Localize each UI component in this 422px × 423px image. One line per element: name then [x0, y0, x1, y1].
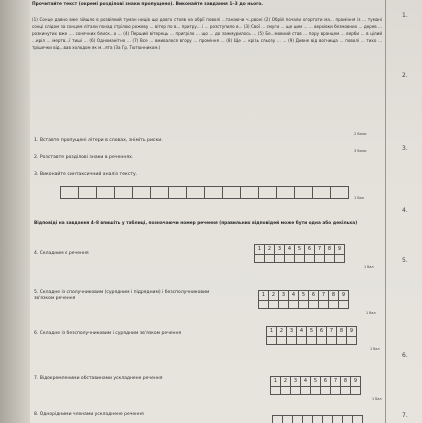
number-cell: 7: [319, 290, 329, 301]
points-7: 1 бал: [372, 397, 382, 401]
margin-number: 4.: [402, 207, 408, 214]
text-header: Прочитайте текст (окремі розділові знаки пропущено). Виконайте завдання 1–3 до нього.: [32, 2, 264, 7]
task-instructions: Відповіді на завдання 4–8 впишіть у таблиці, позначаючи номер речення (правильних відповідей може бути одна або декілька): [34, 221, 358, 226]
answer-row-6[interactable]: [266, 337, 357, 345]
number-cell: 1: [258, 290, 269, 301]
number-cell: 2: [269, 290, 279, 301]
number-cell: 5: [295, 244, 305, 255]
number-cell: 5: [307, 326, 317, 337]
margin-number: 5.: [402, 257, 408, 264]
question-3: 3. Виконайте синтаксичний аналіз тексту.: [34, 172, 138, 177]
number-cell: 8: [341, 376, 351, 387]
answer-boxes-3[interactable]: [60, 186, 349, 199]
number-row-7: [270, 376, 361, 387]
number-cell: 1: [270, 376, 281, 387]
task-4: 4. Складним є речення: [34, 251, 89, 256]
number-cell: 2: [277, 326, 287, 337]
answer-row-4[interactable]: [254, 255, 345, 263]
margin-number: 7.: [402, 412, 408, 419]
number-cell: 7: [327, 326, 337, 337]
points-2: 3 бали: [354, 149, 367, 153]
task-5: 5. Складне із сполучниковим (сурядним і підрядним) і безсполучниковим зв'язком речення: [34, 290, 210, 301]
points-1: 2 бали: [354, 132, 367, 136]
number-cell: 6: [321, 376, 331, 387]
points-3: 1 бал: [354, 196, 365, 200]
number-cell: 2: [281, 376, 291, 387]
task-6: 6. Складне із безсполучниковим і сурядним зв'язком речення: [34, 331, 182, 336]
number-cell: 4: [289, 290, 299, 301]
page-shadow: [0, 0, 30, 423]
number-cell: 8: [329, 290, 339, 301]
number-cell: 5: [299, 290, 309, 301]
points-5: 1 бал: [366, 311, 376, 315]
points-4: 1 бал: [364, 265, 374, 269]
number-cell: 1: [254, 244, 265, 255]
points-6: 1 бал: [370, 347, 380, 351]
number-cell: 7: [315, 244, 325, 255]
number-cell: 9: [351, 376, 361, 387]
number-row-4: [254, 244, 345, 255]
number-cell: 1: [266, 326, 277, 337]
question-2: 2. Розставте розділові знаки в реченнях.: [34, 155, 134, 160]
number-cell: 3: [279, 290, 289, 301]
number-cell: 9: [339, 290, 349, 301]
margin-number: 6.: [402, 352, 408, 359]
number-cell: 4: [285, 244, 295, 255]
number-cell: 2: [265, 244, 275, 255]
number-cell: 9: [347, 326, 357, 337]
number-cell: 9: [335, 244, 345, 255]
number-cell: 4: [297, 326, 307, 337]
number-cell: 8: [337, 326, 347, 337]
answer-row-7[interactable]: [270, 387, 361, 395]
number-row-8: [272, 415, 363, 423]
task-8: 8. Однорідними членами ускладнене речення: [34, 412, 144, 417]
reading-passage: (1) Сонце давно вже зійшло в розвіяний туман ниців що довго стояв на обрії поволі ...танаючи ч..рвоні (2) Обрій почали огортати ма... проміння із ... тумані сонці слідом за сонцем літали понад стрілою рожеву ... вітер по в... пригру... і ... розступило в... (3) Свої ... смуги ... ще цим ... ... верхівки безмовних ... дерев ... розкинутих вже .... сонячних блиск...о ... (4) Перший вітерець ... пригріло ... що ... до зажмурилось ... (5) Бе...мовний став ... пору вранцем ... верби ... в цілий ...иріл ... мертв...ї тиші ... (6) Одноманітно ... (7) Все ... вмивалося вгору ... проміння ... (8) Ще ... крізь сльозу ... ... (9) Дивне від вогнища ... поволі ... тихо ... трішечки від...вав холодом як м...ята (За Гр. Тютюнником.): [32, 17, 382, 50]
number-cell: 3: [287, 326, 297, 337]
margin-line: [385, 0, 386, 423]
margin-number: 1.: [402, 12, 408, 19]
number-cell: 5: [311, 376, 321, 387]
answer-row-5[interactable]: [258, 301, 349, 309]
number-cell: 8: [325, 244, 335, 255]
number-cell: 6: [309, 290, 319, 301]
number-cell: 4: [301, 376, 311, 387]
number-cell: 3: [291, 376, 301, 387]
number-row-6: [266, 326, 357, 337]
question-1: 1. Вставте пропущені літери в словах, зніміть риски.: [34, 138, 163, 143]
margin-number: 2.: [402, 72, 408, 79]
number-row-5: [258, 290, 349, 301]
margin-number: 3.: [402, 145, 408, 152]
task-7: 7. Відокремленими обставинами ускладнене речення: [34, 376, 163, 381]
number-cell: 7: [331, 376, 341, 387]
number-cell: 6: [305, 244, 315, 255]
number-cell: 6: [317, 326, 327, 337]
number-cell: 3: [275, 244, 285, 255]
